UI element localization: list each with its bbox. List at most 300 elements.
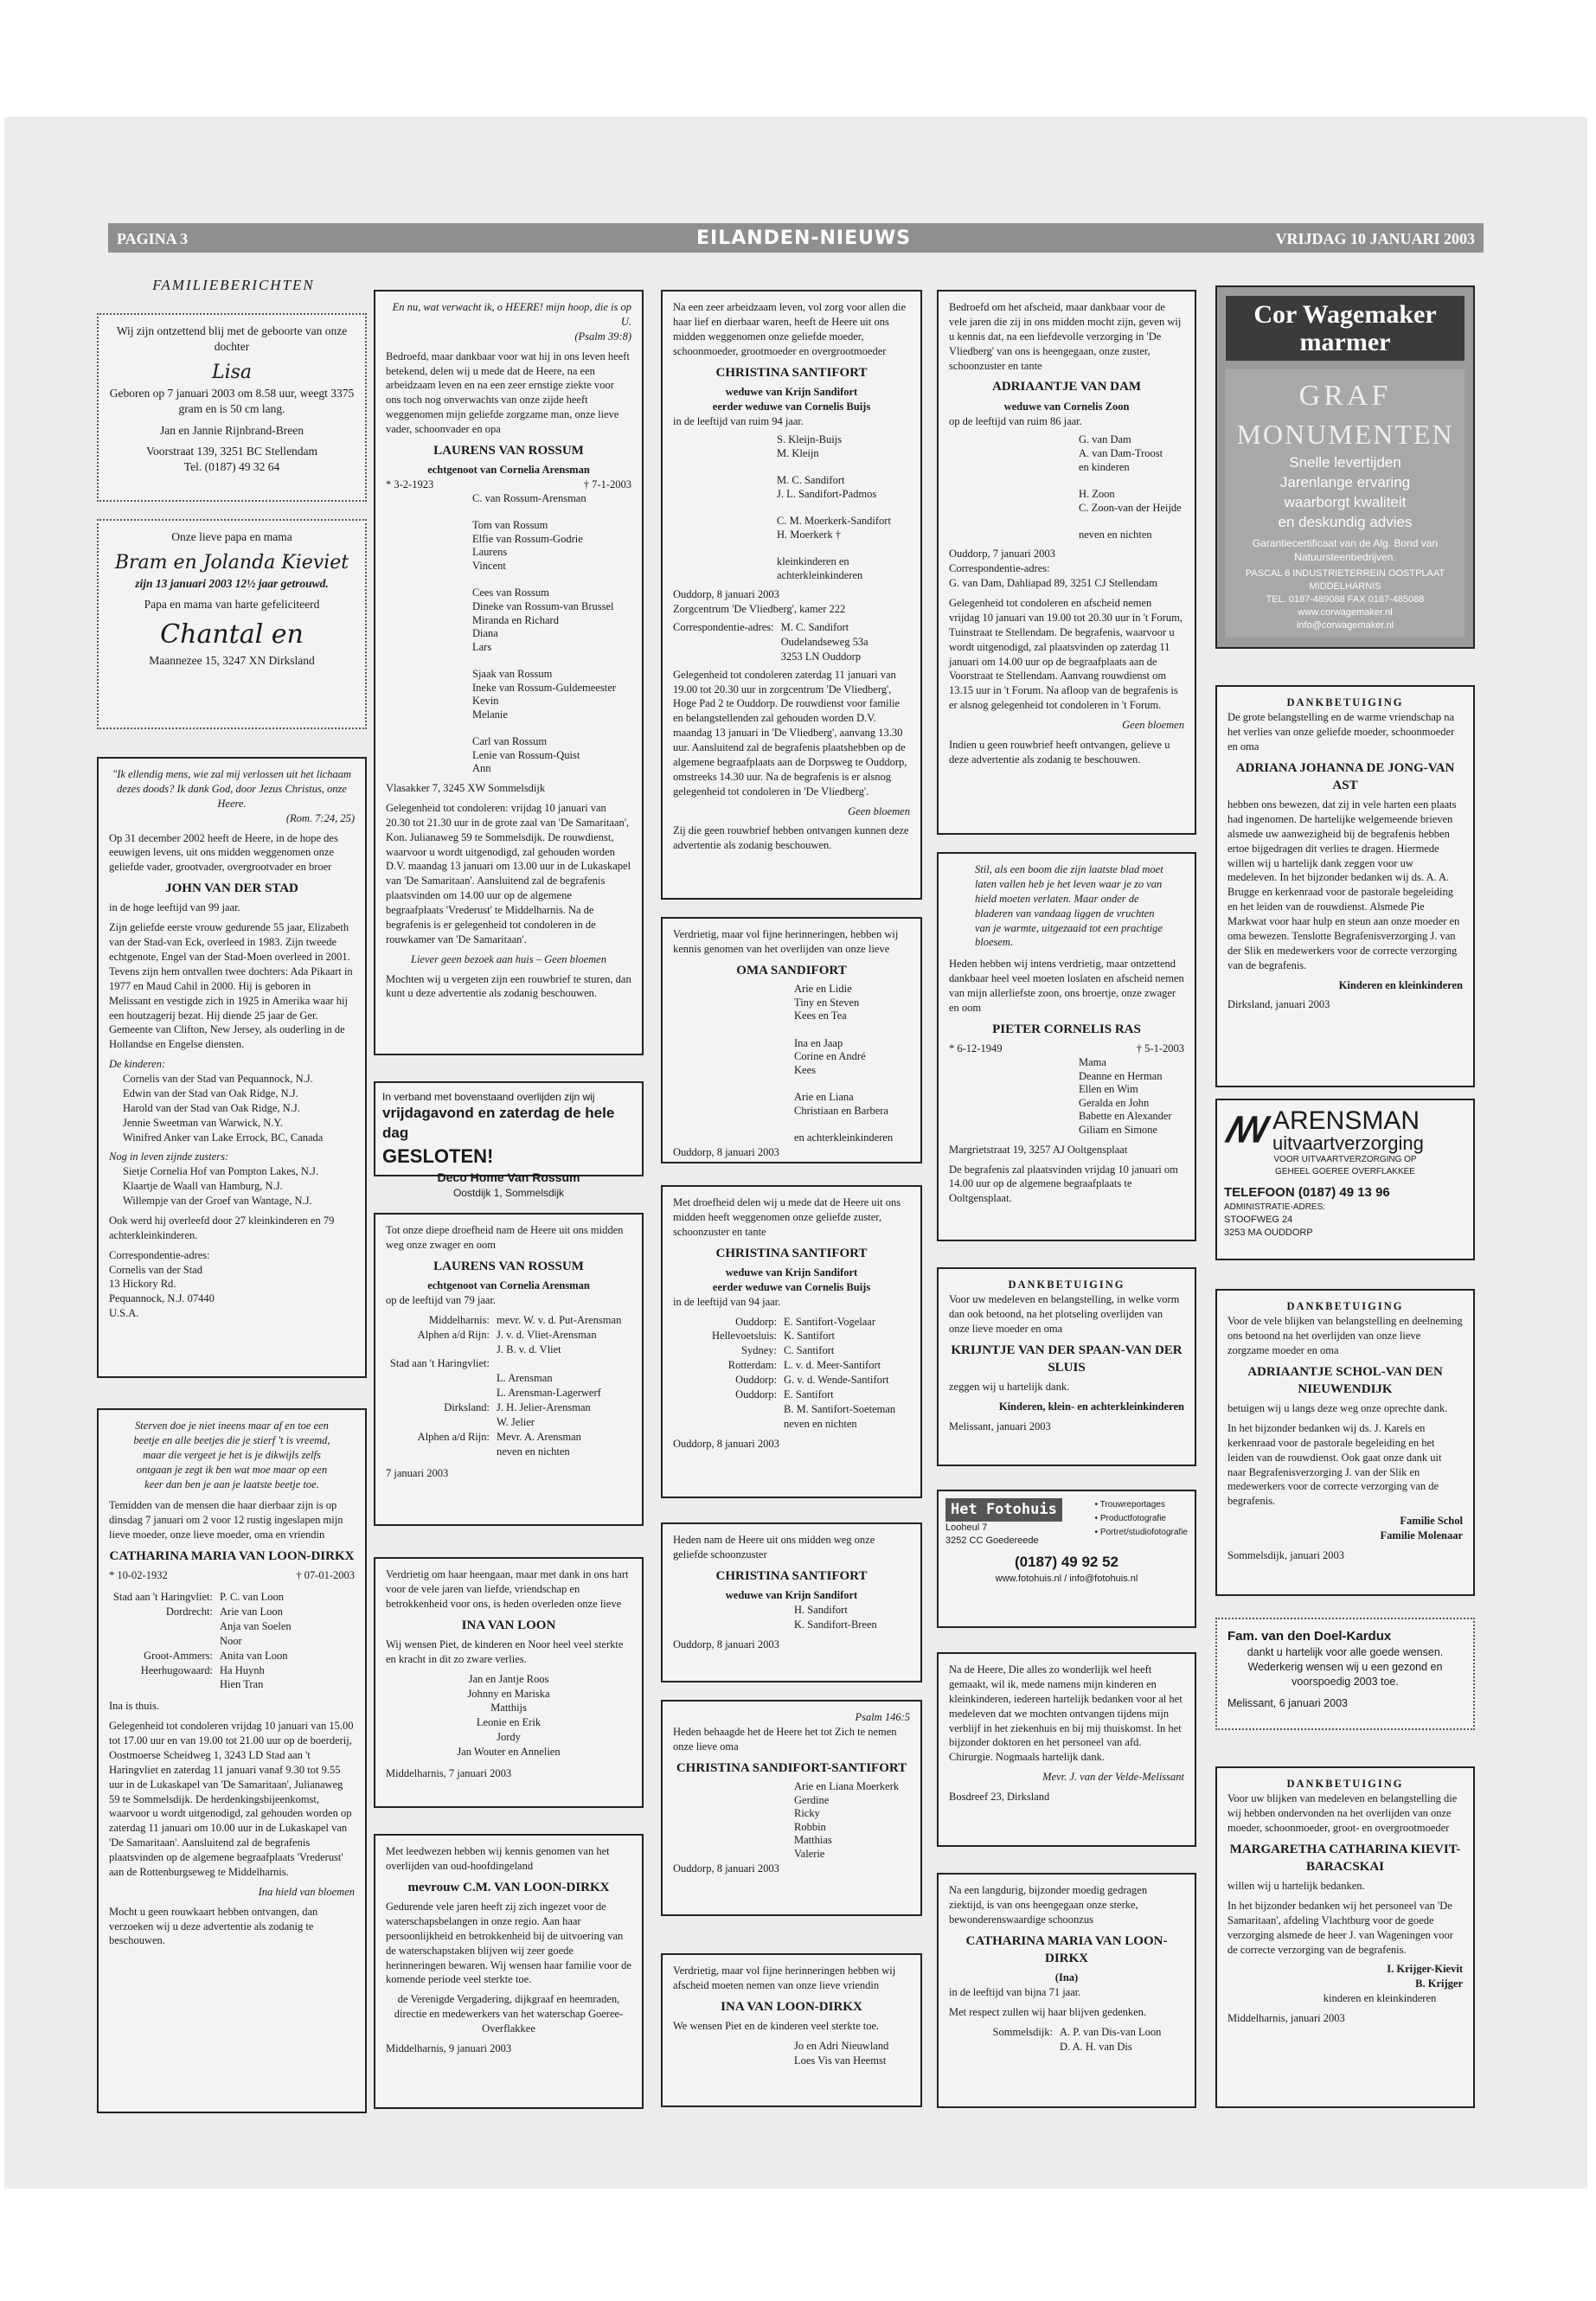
family-place: Ouddorp:: [735, 1374, 777, 1386]
loon2-body: Gedurende vele jaren heeft zij zich ingezet voor de waterschapsbelangen in onze regio. Aan haar persoonlijkheid en betrokkenheid bij de uitvoering van de waterschapstaken blijven wij zeer goede herinneringen bewaren. Wij wensen haar familie voor de komende periode veel sterkte toe.: [386, 1900, 631, 1986]
list-item: • Portret/studiofotografie: [1094, 1528, 1188, 1537]
ina-text: Verdrietig, maar vol fijne herinneringen hebben wij afscheid moeten nemen van onze lieve vriendin: [673, 1965, 896, 1991]
sandi-place: Zorgcentrum 'De Vliedberg', kamer 222: [673, 603, 846, 616]
thanks1-date: Melissant, januari 2003: [949, 1420, 1051, 1433]
family-member: B. M. Santifort-Soeteman: [784, 1402, 896, 1415]
santi2-spouse-1: weduwe van Krijn Sandifort: [725, 1266, 858, 1279]
family-member: E. Santifort: [784, 1388, 834, 1400]
list-item: Sietje Cornelia Hof van Pompton Lakes, N.J.: [123, 1165, 319, 1178]
wagemaker-title: Cor Wagemaker marmer: [1226, 296, 1465, 361]
baby-name: Lisa: [211, 362, 253, 384]
list-item: M. C. Sandifort: [780, 621, 849, 633]
stad-name: JOHN VAN DER STAD: [165, 881, 298, 896]
list-item: Tiny en Steven: [794, 996, 860, 1009]
family-place: Alphen a/d Rijn:: [417, 1328, 490, 1341]
thanks4-signature-3: kinderen en kleinkinderen: [1323, 1992, 1437, 2005]
list-item: K. Sandifort-Breen: [794, 1618, 877, 1631]
closed-line-1: In verband met bovenstaand overlijden zijn wij: [382, 1091, 595, 1103]
ras-born: * 6-12-1949: [949, 1042, 1003, 1054]
dam-details: Gelegenheid tot condoleren en afscheid nemen vrijdag 10 januari van 19.00 tot 20.30 uur in 't Forum, Tuinstraat te Stellendam. De begrafenis, waarvoor u wordt uitgenodigd, zal plaatsvinden op zaterdag 11 januari om 14.00 uur op de begraafplaats aan de Voorstraat te Stellendam. Aanvang rouwdienst om 13.15 uur in 't Forum. Na afloop van de begrafenis is er alsnog gelegenheid tot condoleren in 't Forum.: [949, 597, 1183, 712]
rossum-note: Mochten wij u vergeten zijn een rouwbrief te sturen, dan kunt u deze advertentie als zodanig beschouwen.: [386, 972, 631, 1000]
family-place: [386, 1343, 497, 1357]
obituary-van-rossum-2: [374, 1213, 644, 1526]
list-item: [472, 506, 631, 520]
list-item: [472, 722, 631, 736]
fotohuis-address-1: Looheul 7: [945, 1522, 988, 1533]
list-item: Jan en Jantje Roos: [468, 1672, 549, 1685]
list-item: Deanne en Herman: [1079, 1069, 1163, 1082]
table-row: [386, 1415, 631, 1430]
list-item: [777, 502, 910, 516]
list-item: • Trouwreportages: [1094, 1500, 1165, 1509]
obituary-santifort-2: [661, 1185, 922, 1498]
dirkx-family-list: [109, 1590, 355, 1692]
sandi-corr-address: [781, 620, 869, 664]
obituary-van-loon-dirkx-2: [937, 1873, 1196, 2108]
rossum-name: LAURENS VAN ROSSUM: [433, 443, 584, 458]
list-item: • Productfotografie: [1094, 1514, 1166, 1523]
list-item: Giliam en Simone: [1079, 1124, 1157, 1136]
family-member: L. Arensman: [497, 1372, 553, 1385]
jubilee-signature: Chantal en: [160, 619, 304, 651]
family-member: Anita van Loon: [220, 1649, 288, 1662]
list-item: Kevin: [472, 695, 499, 708]
list-item: Pequannock, N.J. 07440: [109, 1292, 215, 1305]
arensman-name: ARENSMAN: [1272, 1106, 1420, 1135]
list-item: Valerie: [794, 1848, 825, 1860]
list-item: [472, 654, 631, 668]
ras-verse: Stil, als een boom die zijn laatste blad moet laten vallen heb je het leven waar je zo van hield moeten verlaten. Maar onder de bladeren van vandaag liggen de vruchten van je warmte, uitgezaaid tot een prachtige bloesem.: [975, 863, 1163, 949]
table-row: [673, 1388, 910, 1402]
list-item: [794, 1077, 910, 1091]
rossum-text: Bedroefd, maar dankbaar voor wat hij in ons leven heeft betekend, delen wij u mede dat de Heere, na een arbeidzaam leven en na een zeer ernstige ziekte voor ons toch nog onverwachts van onze zijde heeft weggenomen mijn geliefde zorgzame man, onze lieve vader, schoonvader en opa: [386, 349, 630, 435]
thanks4-signature-1: I. Krijger-Kievit: [1387, 1963, 1463, 1976]
stad-kids-list: [123, 1072, 355, 1144]
list-item: H. Sandifort: [794, 1603, 848, 1616]
list-item: 3253 LN Ouddorp: [780, 650, 861, 663]
stad-sisters-list: [123, 1164, 355, 1208]
list-item: [794, 1118, 910, 1131]
rossum2-spouse: echtgenoot van Cornelia Arensman: [427, 1279, 590, 1292]
closed-line-4: Deco Home Van Rossum: [437, 1170, 580, 1184]
dirkx-closing: Ina hield van bloemen: [258, 1885, 355, 1898]
table-row: [673, 1343, 910, 1358]
family-place: [386, 1445, 497, 1459]
dam-family-list: [1079, 433, 1184, 542]
closed-notice: [374, 1081, 644, 1199]
family-place: Dirksland:: [444, 1401, 490, 1413]
table-row: [109, 1649, 355, 1663]
family-member: L. Arensman-Lagerwerf: [497, 1387, 601, 1400]
thanks4-signature-2: B. Krijger: [1415, 1977, 1463, 1990]
list-item: Melanie: [472, 708, 508, 721]
family-member: neven en nichten: [497, 1445, 570, 1458]
wagemaker-line-7: TEL. 0187-489088 FAX 0187-485088: [1266, 593, 1425, 605]
ras-died: † 5-1-2003: [1136, 1042, 1184, 1054]
obituary-van-der-stad: [97, 757, 367, 1378]
rossum-address: Vlasakker 7, 3245 XW Sommelsdijk: [386, 782, 546, 794]
list-item: Oudelandseweg 53a: [780, 635, 869, 648]
fotohuis-logo: Het Fotohuis: [945, 1498, 1062, 1522]
dirkx2-name: CATHARINA MARIA VAN LOON-DIRKX: [965, 1933, 1168, 1965]
family-member: W. Jelier: [497, 1415, 535, 1428]
kardux-line-1: dankt u hartelijk voor alle goede wensen.: [1247, 1646, 1444, 1659]
ina-wish: We wensen Piet en de kinderen veel sterkte toe.: [673, 2020, 880, 2032]
family-place: Stad aan 't Haringvliet:: [389, 1357, 490, 1370]
velde-text: Na de Heere, Die alles zo wonderlijk wel heeft gemaakt, wil ik, mede namens mijn kinderen en kleinkinderen, iedereen hartelijk bedanken voor al het medeleven dat we mochten ontvangen tijdens mijn verblijf in het ziekenhuis en bij mij thuiskomst. In het bijzonder doktoren en het personeel van afd. Chirurgie. Nogmaals hartelijk dank.: [949, 1663, 1183, 1764]
family-member: P. C. van Loon: [220, 1591, 284, 1604]
list-item: Arie en Liana Moerkerk: [794, 1779, 900, 1792]
obituary-van-rossum: [374, 290, 644, 1055]
table-row: [386, 1313, 631, 1328]
jubilee-announcement: [97, 519, 367, 729]
thanks-van-der-velde: [937, 1652, 1196, 1847]
thanks4-date: Middelharnis, januari 2003: [1227, 2012, 1345, 2024]
family-member: Anja van Soelen: [220, 1619, 292, 1632]
thanks3-thanks: betuigen wij u langs deze weg onze oprechte dank.: [1227, 1402, 1448, 1414]
table-row: [386, 1356, 631, 1371]
stad-sisters-label: Nog in leven zijnde zusters:: [109, 1150, 229, 1163]
obituary-van-dam: [937, 290, 1196, 835]
velde-signature: Mevr. J. van der Velde-Melissant: [1042, 1771, 1184, 1784]
arensman-phone: TELEFOON (0187) 49 13 96: [1224, 1185, 1390, 1200]
family-member: Arie van Loon: [220, 1606, 283, 1618]
thanks-de-jong: [1215, 685, 1475, 1087]
list-item: H. Moerkerk †: [777, 528, 841, 541]
sandi-date: Ouddorp, 8 januari 2003: [673, 588, 779, 601]
wagemaker-line-3: waarborgt kwaliteit: [1284, 493, 1407, 510]
santi3-text: Heden nam de Heere uit ons midden weg onze geliefde schoonzuster: [673, 1534, 875, 1561]
family-place: Stad aan 't Haringvliet:: [112, 1591, 213, 1604]
arensman-logo-icon: ꟿ: [1224, 1111, 1266, 1150]
thanks2-name: ADRIANA JOHANNA DE JONG-VAN AST: [1235, 760, 1455, 792]
list-item: Ina en Jaap: [794, 1036, 843, 1049]
page-number: PAGINA 3: [117, 230, 189, 247]
loon2-name: mevrouw C.M. VAN LOON-DIRKX: [407, 1880, 610, 1894]
list-item: Lars: [472, 640, 492, 653]
birth-intro: Wij zijn ontzettend blij met de geboorte van onze dochter: [116, 324, 348, 354]
list-item: [794, 1023, 910, 1037]
newspaper-masthead: EILANDEN-NIEUWS: [696, 228, 912, 249]
obituary-oma-sandifort: [661, 917, 922, 1163]
thanks3-title: DANKBETUIGING: [1286, 1300, 1404, 1312]
rossum-family-list: [472, 492, 631, 776]
list-item: Klaartje de Waall van Hamburg, N.J.: [123, 1180, 283, 1193]
rossum-details: Gelegenheid tot condoleren: vrijdag 10 januari van 20.30 tot 21.30 uur in de grote zaal van 'De Samaritaan', Kon. Julianaweg 59 te Sommelsdijk. De rouwdienst, waarvoor u wordt uitgenodigd, zal gehouden worden D.V. maandag 13 januari om 13.00 uur in de Lukaskapel van 'De Samaritaan'. Aansluitend zal de begrafenis plaatsvinden om 14.00 uur op de algemene begraafplaats 'Vrederust' te Middelharnis. Na de begrafenis is er gelegenheid tot condoleren in de rouwkamer van 'De Samaritaan'.: [386, 801, 631, 945]
family-place: [109, 1677, 220, 1692]
table-row: [386, 1371, 631, 1386]
list-item: Ellen en Wim: [1079, 1083, 1138, 1096]
dirkx-name: CATHARINA MARIA VAN LOON-DIRKX: [109, 1549, 355, 1563]
kardux-date: Melissant, 6 januari 2003: [1227, 1696, 1348, 1709]
oma-name: OMA SANDIFORT: [736, 963, 847, 977]
thanks2-body: hebben ons bewezen, dat zij in vele harten een plaats had ingenomen. De hartelijke welgemeende brieven alsmede uw aanwezigheid bij de begrafenis hebben ertoe bijgedragen dit verlies te dragen. Hiermede willen wij u hartelijk dank zeggen voor uw medeleven. In het bijzonder bedanken wij ds. A. A. Brugge en kerkenraad voor de pastorale begeleiding en het leiden van de rouwdienst. Alsmede Pie Markwat voor haar hulp en steun aan onze moeder en oma bewezen. Tenslotte Begrafenisverzorging J. van der Slik en medewerkers voor de correcte verzorging van de begrafenis.: [1227, 798, 1460, 971]
wagemaker-sub-2: MONUMENTEN: [1236, 418, 1454, 450]
santi2-family-list: [673, 1315, 910, 1432]
list-item: Harold van der Stad van Oak Ridge, N.J.: [123, 1101, 300, 1114]
family-place: Middelharnis:: [428, 1313, 490, 1326]
table-row: [386, 1328, 631, 1343]
loon-name: INA VAN LOON: [461, 1618, 556, 1632]
family-place: Ouddorp:: [735, 1315, 777, 1328]
santi3-name: CHRISTINA SANTIFORT: [715, 1568, 868, 1583]
birth-address: Voorstraat 139, 3251 BC Stellendam: [145, 444, 318, 458]
dirkx2-age: in de leeftijd van bijna 71 jaar.: [949, 1986, 1081, 1998]
issue-date: VRIJDAG 10 JANUARI 2003: [1275, 230, 1475, 247]
list-item: Corine en André: [794, 1050, 866, 1063]
thanks1-text: Voor uw medeleven en belangstelling, in welke vorm dan ook betoond, na het plotseling overlijden van onze lieve moeder en oma: [949, 1292, 1180, 1335]
family-member: J. H. Jelier-Arensman: [497, 1401, 591, 1413]
list-item: Leonie en Erik: [476, 1716, 542, 1729]
dam-date: Ouddorp, 7 januari 2003: [949, 548, 1055, 561]
arensman-tag-2: GEHEEL GOEREE OVERFLAKKEE: [1275, 1166, 1415, 1176]
table-row: [673, 1315, 910, 1330]
santi4-date: Ouddorp, 8 januari 2003: [673, 1862, 779, 1875]
rossum-closing: Liever geen bezoek aan huis – Geen bloemen: [411, 952, 606, 965]
obituary-ras: [937, 852, 1196, 1241]
dam-text: Bedroefd om het afscheid, maar dankbaar voor de vele jaren die zij in ons midden mocht zijn, geven wij u kennis dat, na een liefdevolle verzorging in 'De Vliedberg' van ons is heengegaan, onze zuster, schoonzuster en tante: [949, 301, 1182, 372]
list-item: S. Kleijn-Buijs: [777, 433, 843, 446]
list-item: Babette en Alexander: [1079, 1110, 1172, 1123]
loon-date: Middelharnis, 7 januari 2003: [386, 1766, 512, 1779]
stad-corr-address: [109, 1263, 355, 1322]
table-row: [109, 1590, 355, 1605]
rossum-born: * 3-2-1923: [386, 478, 434, 490]
birth-announcement: [97, 313, 367, 502]
dirkx2-text: Na een langdurig, bijzonder moedig gedragen ziektijd, is van ons heengegaan onze sterke, bewonderenswaardige schoonzus: [949, 1884, 1148, 1926]
family-place: [109, 1634, 220, 1649]
family-place: Groot-Ammers:: [144, 1649, 213, 1662]
list-item: achterkleinkinderen: [777, 568, 863, 581]
family-member: Ha Huynh: [220, 1663, 265, 1676]
list-item: G. van Dam: [1079, 433, 1131, 446]
thanks3-name: ADRIAANTJE SCHOL-VAN DEN NIEUWENDIJK: [1247, 1364, 1443, 1396]
santi4-family-list: [794, 1780, 910, 1862]
thanks1-thanks: zeggen wij u hartelijk dank.: [949, 1381, 1070, 1393]
santi3-date: Ouddorp, 8 januari 2003: [673, 1638, 779, 1650]
family-member: mevr. W. v. d. Put-Arensman: [497, 1313, 622, 1326]
page-header-bar: [108, 223, 1484, 253]
stad-verse: "Ik ellendig mens, wie zal mij verlossen uit het lichaam dezes doods? Ik dank God, door Jezus Christus, onze Heere.: [112, 768, 352, 810]
closed-line-2: vrijdagavond en zaterdag de hele dag: [382, 1105, 615, 1142]
list-item: [777, 461, 910, 475]
list-item: C. Zoon-van der Heijde: [1079, 501, 1182, 514]
table-row: [386, 1400, 631, 1415]
loon-text: Verdrietig om haar heengaan, maar met dank in ons hart voor de vele jaren van liefde, vriendschap en betrokkenheid voor ons, is heden overleden onze lieve: [386, 1568, 629, 1610]
family-member: neven en nichten: [784, 1417, 857, 1430]
ras-details: De begrafenis zal plaatsvinden vrijdag 10 januari om 14.00 uur op de algemene begraafplaats te Ooltgensplaat.: [949, 1163, 1178, 1205]
list-item: Mama: [1079, 1055, 1106, 1068]
family-member: Hien Tran: [220, 1678, 264, 1691]
table-row: [109, 1605, 355, 1619]
cor-wagemaker-ad: [1215, 285, 1475, 649]
table-row: [673, 1402, 910, 1417]
family-member: Noor: [220, 1634, 242, 1647]
dam-corr-address: G. van Dam, Dahliapad 89, 3251 CJ Stellendam: [949, 577, 1157, 590]
rossum-died: † 7-1-2003: [583, 478, 631, 490]
thanks2-text: De grote belangstelling en de warme vriendschap na het verlies van onze geliefde moeder, schoonmoeder en oma: [1227, 710, 1455, 753]
list-item: H. Zoon: [1079, 487, 1115, 500]
stad-text: Op 31 december 2002 heeft de Heere, in de hope des eeuwigen levens, uit ons midden weggenomen onze geliefde vader, grootvader, overgrootvader en broer: [109, 831, 338, 874]
family-place: [109, 1619, 220, 1634]
table-row: [386, 1386, 631, 1400]
list-item: Miranda en Richard: [472, 613, 559, 626]
table-row: [109, 1663, 355, 1678]
list-item: Cornelis van der Stad: [109, 1263, 202, 1276]
section-title: FAMILIEBERICHTEN: [152, 277, 315, 293]
thanks4-name: MARGARETHA CATHARINA KIEVIT-BARACSKAI: [1229, 1842, 1461, 1874]
santi4-verse-ref: Psalm 146:5: [855, 1711, 910, 1723]
list-item: Cornelis van der Stad van Pequannock, N.J.: [123, 1073, 313, 1085]
table-row: [673, 1373, 910, 1388]
family-place: [673, 1402, 784, 1417]
family-place: Dordrecht:: [165, 1606, 213, 1618]
stad-verse-ref: (Rom. 7:24, 25): [285, 811, 355, 824]
list-item: A. van Dam-Troost: [1079, 447, 1163, 459]
thanks-schol: [1215, 1289, 1475, 1596]
wagemaker-line-8: www.corwagemaker.nl: [1298, 606, 1393, 618]
ras-address: Margrietstraat 19, 3257 AJ Ooltgensplaat: [949, 1143, 1128, 1156]
closed-line-3: GESLOTEN!: [382, 1145, 494, 1168]
list-item: Ricky: [794, 1807, 820, 1820]
list-item: Laurens: [472, 546, 508, 559]
santi4-name: CHRISTINA SANDIFORT-SANTIFORT: [676, 1760, 907, 1775]
loon-wish: Wij wensen Piet, de kinderen en Noor heel veel sterkte en kracht in dit zo zware verlies.: [386, 1638, 624, 1665]
table-row: [109, 1677, 355, 1692]
sandi-closing: Geen bloemen: [848, 804, 910, 817]
obituary-ina-van-loon-dirkx: [661, 1953, 922, 2107]
loon2-signature: de Verenigde Vergadering, dijkgraaf en heemraden, directie en medewerkers van het waterschap Goeree-Overflakkee: [394, 1993, 624, 2035]
sandi-age: in de leeftijd van ruim 94 jaar.: [673, 414, 804, 427]
ras-name: PIETER CORNELIS RAS: [992, 1022, 1141, 1036]
arensman-address-2: 3253 MA OUDDORP: [1224, 1227, 1313, 1238]
table-row: [109, 1619, 355, 1634]
family-member: D. A. H. van Dis: [1060, 2040, 1132, 2053]
santi3-spouse: weduwe van Krijn Sandifort: [725, 1589, 858, 1601]
family-place: [386, 1371, 497, 1386]
family-place: Sommelsdijk:: [992, 2025, 1053, 2038]
stad-kids-label: De kinderen:: [109, 1058, 166, 1071]
list-item: en achterkleinkinderen: [794, 1131, 894, 1144]
santi3-family-list: [794, 1603, 910, 1632]
obituary-christina-santifort: [661, 290, 922, 900]
list-item: Matthias: [794, 1834, 832, 1847]
thanks2-title: DANKBETUIGING: [1286, 696, 1404, 708]
rossum2-text: Tot onze diepe droefheid nam de Heere uit ons midden weg onze zwager en oom: [386, 1224, 624, 1251]
list-item: Matthijs: [490, 1702, 527, 1715]
table-row: [673, 1329, 910, 1343]
family-member: G. v. d. Wende-Santifort: [784, 1374, 889, 1386]
fotohuis-web: www.fotohuis.nl / info@fotohuis.nl: [995, 1573, 1138, 1584]
sandi-corr-label: Correspondentie-adres:: [673, 621, 774, 633]
closed-line-5: Oostdijk 1, Sommelsdijk: [452, 1186, 565, 1199]
list-item: Geralda en John: [1079, 1096, 1150, 1109]
santi2-name: CHRISTINA SANTIFORT: [715, 1246, 868, 1260]
list-item: Jan Wouter en Annelien: [457, 1746, 561, 1758]
list-item: Kees: [794, 1063, 816, 1076]
dirkx-note: Mocht u geen rouwkaart hebben ontvangen, dan verzoeken wij u deze advertentie als zodanig te beschouwen.: [109, 1905, 318, 1947]
ras-text: Heden hebben wij intens verdrietig, maar ontzettend dankbaar heel veel moeten loslaten en afscheid nemen van mijn allerliefste zoon, ons broertje, onze zwager en oom: [949, 958, 1184, 1014]
arensman-tag-1: VOOR UITVAARTVERZORGING OP: [1273, 1155, 1417, 1164]
family-member: Mevr. A. Arensman: [497, 1430, 581, 1443]
family-place: [386, 1386, 497, 1400]
fotohuis-phone: (0187) 49 92 52: [1014, 1553, 1119, 1570]
family-member: J. B. v. d. Vliet: [497, 1343, 561, 1356]
thanks4-text: Voor uw blijken van medeleven en belangstelling die wij hebben ondervonden na het overlijden van onze moeder, schoonmoeder, groot- en overgrootmoeder: [1227, 1791, 1458, 1834]
sandi-note: Zij die geen rouwbrief hebben ontvangen kunnen deze advertentie als zodanig beschouwen.: [673, 824, 909, 852]
list-item: Carl van Rossum: [472, 735, 548, 748]
dam-spouse: weduwe van Cornelis Zoon: [1003, 400, 1130, 413]
list-item: Arie en Liana: [794, 1091, 854, 1103]
obituary-santifort-3: [661, 1522, 922, 1682]
ina-name: INA VAN LOON-DIRKX: [721, 1999, 862, 2014]
family-member: L. v. d. Meer-Santifort: [784, 1359, 881, 1372]
dam-name: ADRIAANTJE VAN DAM: [992, 380, 1141, 394]
list-item: Lenie van Rossum-Quist: [472, 748, 580, 761]
oma-text: Verdrietig, maar vol fijne herinneringen, hebben wij kennis genomen van het overlijden van onze lieve: [673, 928, 899, 955]
thanks2-signature: Kinderen en kleinkinderen: [1338, 978, 1463, 991]
family-place: [949, 2040, 1060, 2054]
dirkx-verse: Sterven doe je niet ineens maar af en toe een beetje en alle beetjes die je stierf 't is vreemd, maar die vergeet je het is je dikwijls zelfs ontgaan je zegt ik ben wat moe maar op een keer dan ben je aan je laatste beetje toe.: [133, 1420, 330, 1490]
family-place: Sydney:: [741, 1344, 777, 1357]
list-item: Vincent: [472, 560, 506, 572]
table-row: [673, 1358, 910, 1373]
rossum-verse: En nu, wat verwacht ik, o HEERE! mijn hoop, die is op U.: [392, 301, 631, 328]
santi2-age: in de leeftijd van 94 jaar.: [673, 1295, 781, 1308]
list-item: Elfie van Rossum-Godrie: [472, 532, 583, 545]
rossum2-name: LAURENS VAN ROSSUM: [433, 1259, 584, 1273]
dirkx-died: † 07-01-2003: [296, 1569, 355, 1582]
sandi-name: CHRISTINA SANTIFORT: [715, 365, 868, 380]
list-item: Arie en Lidie: [794, 983, 852, 995]
dam-note: Indien u geen rouwbrief heeft ontvangen, gelieve u deze advertentie als zodanig te beschouwen.: [949, 738, 1170, 766]
rossum-spouse: echtgenoot van Cornelia Arensman: [427, 464, 590, 477]
list-item: Diana: [472, 627, 498, 640]
list-item: C. M. Moerkerk-Sandifort: [777, 515, 891, 528]
sandi-text: Na een zeer arbeidzaam leven, vol zorg voor allen die haar lief en dierbaar waren, heeft de Heere uit ons midden weggenomen onze geliefde moeder, schoonmoeder, grootmoeder en overgrootmoeder: [673, 301, 907, 357]
list-item: 13 Hickory Rd.: [109, 1278, 176, 1291]
birth-details: Geboren op 7 januari 2003 om 8.58 uur, weegt 3375 gram en is 50 cm lang.: [109, 387, 355, 416]
santi2-date: Ouddorp, 8 januari 2003: [673, 1437, 779, 1450]
fotohuis-address-2: 3252 CC Goedereede: [945, 1535, 1039, 1546]
stad-age: in de hoge leeftijd van 99 jaar.: [109, 901, 240, 914]
santi2-text: Met droefheid delen wij u mede dat de Heere uit ons midden heeft weggenomen onze geliefde zuster, schoonzuster en tante: [673, 1196, 901, 1238]
waterschap-notice: [374, 1834, 644, 2109]
loon-family-list: [386, 1672, 631, 1759]
list-item: Jordy: [497, 1731, 521, 1744]
family-place: Ouddorp:: [735, 1388, 777, 1400]
list-item: Jo en Adri Nieuwland: [794, 2039, 889, 2052]
thanks3-signature-2: Familie Molenaar: [1380, 1529, 1463, 1541]
rossum2-family-list: [386, 1313, 631, 1459]
dirkx-details: Gelegenheid tot condoleren vrijdag 10 januari van 15.00 tot 17.00 uur en van 19.00 tot 21.00 uur op de boerderij, Oostmoerse Scheidweg 1, 3243 LD Stad aan 't Haringvliet en zaterdag 11 januari vanaf 9.30 tot 9.55 uur in de Lukaskapel van 'De Samaritaan', Julianaweg 59 te Sommelsdijk. De herdenkingsbijeenkomst, waarvoor u wordt uitgenodigd, zal gehouden worden op zaterdag 11 januari om 10.00 uur in de Lukaskapel van 'De Samaritaan'. Aansluitend zal de begrafenis plaatsvinden op de algemene begraafplaats 'Vrederust' aan de Rottenburgseweg te Middelharnis.: [109, 1720, 354, 1878]
jubilee-line: zijn 13 januari 2003 12½ jaar getrouwd.: [135, 576, 329, 590]
arensman-sub: uitvaartverzorging: [1272, 1132, 1424, 1154]
list-item: en kinderen: [1079, 460, 1130, 473]
list-item: U.S.A.: [109, 1307, 139, 1320]
jubilee-intro: Onze lieve papa en mama: [171, 530, 292, 543]
family-member: C. Santifort: [784, 1344, 835, 1357]
loon2-date: Middelharnis, 9 januari 2003: [386, 2041, 512, 2054]
fotohuis-ad: [937, 1490, 1196, 1628]
table-row: [949, 2040, 1184, 2054]
table-row: [673, 1417, 910, 1432]
list-item: Cees van Rossum: [472, 586, 549, 599]
list-item: Sjaak van Rossum: [472, 668, 553, 680]
list-item: Winifred Anker van Lake Errock, BC, Canada: [123, 1131, 324, 1144]
list-item: Dineke van Rossum-van Brussel: [472, 599, 614, 612]
thanks4-thanks: willen wij u hartelijk bedanken.: [1227, 1880, 1365, 1892]
